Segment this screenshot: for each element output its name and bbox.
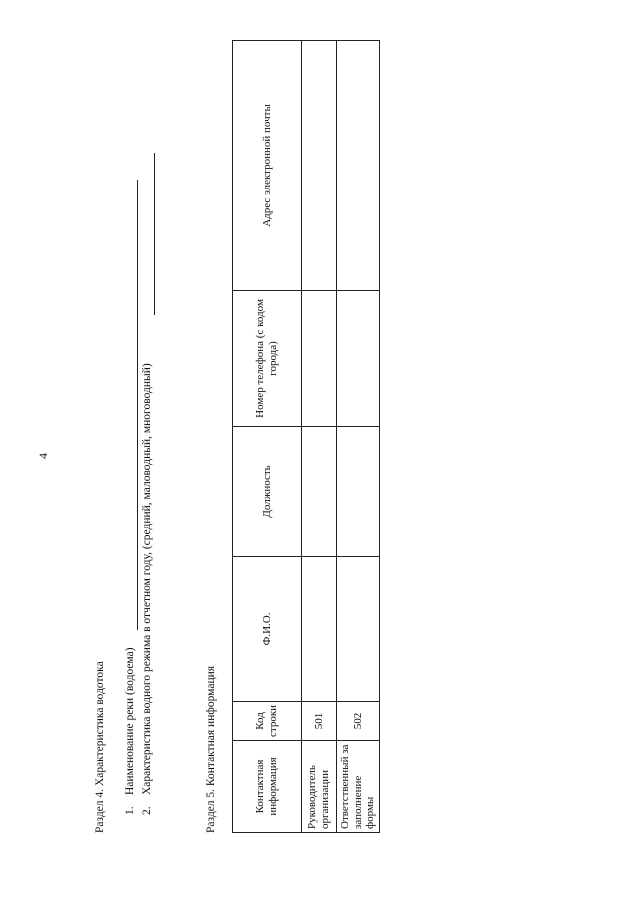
page-number: 4 <box>36 453 50 459</box>
item-text: Наименование реки (водоема) <box>124 647 136 795</box>
table-header-row <box>233 40 302 832</box>
section4-item-2 <box>141 363 153 815</box>
phone-cell[interactable] <box>302 290 337 426</box>
item-text: Характеристика водного режима в отчетном году, (средний, маловодный, многоводный) <box>141 363 153 795</box>
position-cell[interactable] <box>337 426 380 556</box>
header-position: Должность <box>233 426 302 556</box>
header-line-code: Код строки <box>233 701 302 740</box>
item-number: 1. <box>124 806 136 815</box>
header-fio: Ф.И.О. <box>233 556 302 701</box>
section5-title: Раздел 5. Контактная информация <box>205 665 217 833</box>
phone-cell[interactable] <box>337 290 380 426</box>
header-email: Адрес электронной почты <box>233 40 302 290</box>
table-row <box>302 40 337 832</box>
water-regime-fill-line <box>154 153 155 315</box>
header-phone: Номер телефона (с кодом города) <box>233 290 302 426</box>
email-cell[interactable] <box>302 40 337 290</box>
header-contact-info: Контактная информация <box>233 741 302 833</box>
section4-item-1 <box>124 647 136 815</box>
email-cell[interactable] <box>337 40 380 290</box>
position-cell[interactable] <box>302 426 337 556</box>
fio-cell[interactable] <box>337 556 380 701</box>
table-row <box>337 40 380 832</box>
row-code: 502 <box>337 701 380 740</box>
fio-cell[interactable] <box>302 556 337 701</box>
row-label: Ответственный за заполнение формы <box>337 741 380 833</box>
item-number: 2. <box>141 806 153 815</box>
row-label: Руководитель организации <box>302 741 337 833</box>
section4-title: Раздел 4. Характеристика водотока <box>94 661 106 833</box>
contact-table <box>232 40 380 833</box>
river-name-fill-line <box>137 180 138 630</box>
row-code: 501 <box>302 701 337 740</box>
